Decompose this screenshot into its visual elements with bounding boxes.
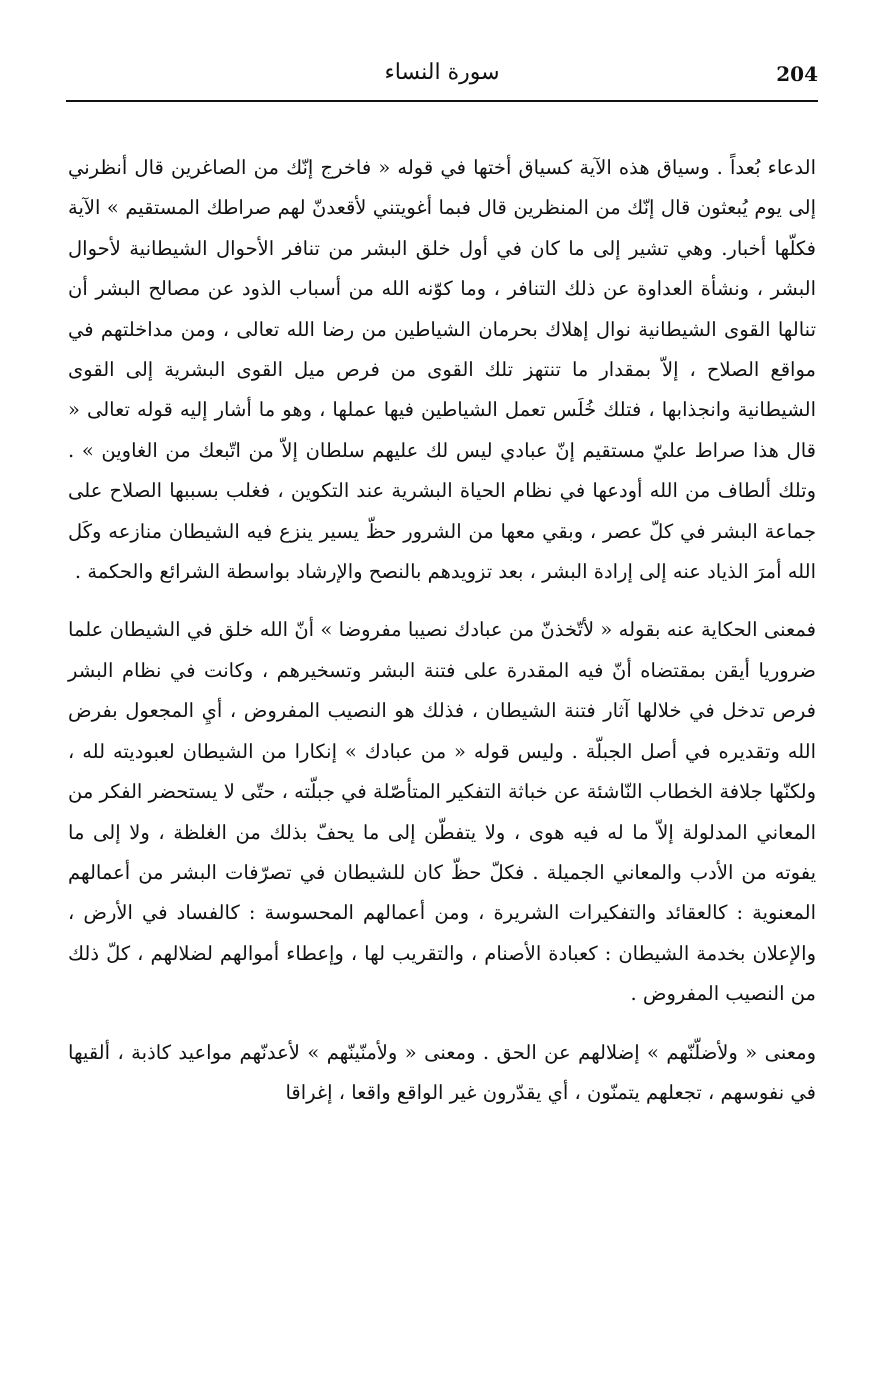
- page-body: [68, 148, 816, 1113]
- paragraph-3: ومعنى « ولأضلّنّهم » إضلالهم عن الحق . ومعنى « ولأمنّينّهم » لأعدنّهم مواعيد كاذبة ، ألقيها في نفوسهم ، تجعلهم يتمنّون ، أي يقدّرون غير الواقع واقعا ، إغراقا: [68, 1040, 816, 1104]
- running-title: سورة النساء: [384, 60, 500, 85]
- header-rule: [66, 100, 818, 102]
- page-header: [66, 56, 818, 102]
- page-number: 204: [776, 62, 818, 86]
- paragraph-1: الدعاء بُعداً . وسياق هذه الآية كسياق أختها في قوله « فاخرج إنّك من الصاغرين قال أنظرني إلى يوم يُبعثون قال إنّك من المنظرين قال فبما أغويتني لأقعدنّ لهم صراطك المستقيم » الآية فكلّها أخبار. وهي تشير إلى ما كان في أول خلق البشر من تنافر الأحوال الشيطانية لأحوال البشر ، ونشأة العداوة عن ذلك التنافر ، وما كوّنه الله من أسباب الذود عن مصالح البشر أن تنالها القوى الشيطانية نوال إهلاك بحرمان الشياطين من رضا الله تعالى ، ومن مداخلتهم في مواقع الصلاح ، إلاّ بمقدار ما تنتهز تلك القوى من فرص ميل القوى البشرية إلى القوى الشيطانية وانجذابها ، فتلك خُلَس تعمل الشياطين فيها عملها ، وهو ما أشار إليه قوله تعالى « قال هذا صراط عليّ مستقيم إنّ عبادي ليس لك عليهم سلطان إلاّ من اتّبعك من الغاوين » . وتلك ألطاف من الله أودعها في نظام الحياة البشرية عند التكوين ، فغلب بسببها الصلاح على جماعة البشر في كلّ عصر ، وبقي معها من الشرور حظّ يسير ينزع فيه الشيطان منازعه وكَل الله أمرَ الذياد عنه إلى إرادة البشر ، بعد تزويدهم بالنصح والإرشاد بواسطة الشرائع والحكمة .: [68, 156, 816, 584]
- paragraph-2: فمعنى الحكاية عنه بقوله « لأتّخذنّ من عبادك نصيبا مفروضا » أنّ الله خلق في الشيطان علما ضروريا أيقن بمقتضاه أنّ فيه المقدرة على فتنة البشر وتسخيرهم ، وكانت في نظام البشر فرص تدخل في خلالها آثار فتنة الشيطان ، فذلك هو النصيب المفروض ، أيِ المجعول بفرض الله وتقديره في أصل الجبلّة . وليس قوله « من عبادك » إنكارا من الشيطان لعبوديته لله ، ولكنّها جلافة الخطاب النّاشئة عن خباثة التفكير المتأصّلة في جبلّته ، حتّى لا يستحضر الفكر من المعاني المدلولة إلاّ ما له فيه هوى ، ولا يتفطّن إلى ما يحفّ بذلك من الغلظة ، ولا إلى ما يفوته من الأدب والمعاني الجميلة . فكلّ حظّ كان للشيطان في تصرّفات البشر من أعمالهم المعنوية : كالعقائد والتفكيرات الشريرة ، ومن أعمالهم المحسوسة : كالفساد في الأرض ، والإعلان بخدمة الشيطان : كعبادة الأصنام ، والتقريب لها ، وإعطاء أموالهم لضلالهم ، كلّ ذلك من النصيب المفروض .: [68, 618, 817, 1006]
